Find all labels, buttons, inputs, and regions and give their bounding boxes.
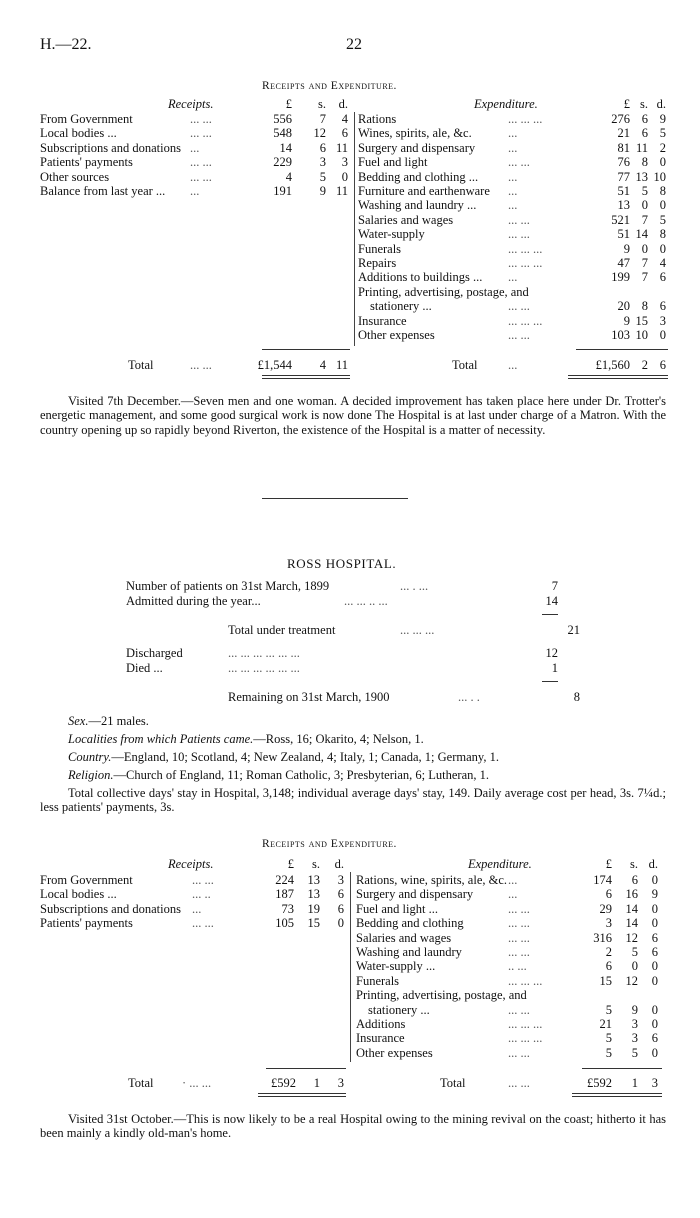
amount-pence: 5 <box>659 212 666 227</box>
total-under-treatment-dots: ... ... ... <box>400 623 435 637</box>
remaining-value: 8 <box>573 690 580 704</box>
country-line <box>68 750 499 764</box>
amount-pounds: 76 <box>617 155 630 170</box>
pence-head: d. <box>656 97 666 111</box>
amount-shillings: 0 <box>641 241 648 256</box>
leader-dots: ... ... <box>190 155 212 170</box>
leader-dots: ... ... <box>508 945 530 959</box>
leader-dots: ... ... <box>508 212 530 227</box>
amount-pounds: 14 <box>279 140 292 155</box>
shillings-head: s. <box>312 857 320 871</box>
amount-shillings: 6 <box>641 126 648 141</box>
amount-pence: 6 <box>651 945 658 959</box>
amount-pounds: 47 <box>617 256 630 270</box>
expenditure-label: Bedding and clothing <box>356 916 464 931</box>
double-rule <box>258 1093 346 1094</box>
receipt-label: From Government <box>40 873 133 887</box>
sex-text: —21 males. <box>88 714 149 728</box>
amount-pence: 6 <box>341 126 348 141</box>
double-rule <box>258 1096 346 1097</box>
amount-pence: 0 <box>651 1045 658 1060</box>
leader-dots: ... <box>508 169 518 184</box>
receipt-label: Patients' payments <box>40 155 133 170</box>
amount-pounds: 5 <box>605 1045 612 1060</box>
total-under-treatment-value: 21 <box>567 623 580 637</box>
double-rule <box>262 375 350 376</box>
expenditure-label: Washing and laundry <box>356 945 462 959</box>
leader-dots: ... ... <box>508 1045 530 1060</box>
receipt-label: Local bodies ... <box>40 887 117 902</box>
amount-pence: 6 <box>659 299 666 314</box>
leader-dots: ... ... ... <box>508 1017 543 1031</box>
amount-pounds: 9 <box>623 313 630 328</box>
section-divider <box>262 498 408 499</box>
amount-pounds: 21 <box>599 1017 612 1031</box>
remaining-dots: ... . . <box>458 690 480 704</box>
shillings-head: s. <box>630 857 638 871</box>
stat-label: Admitted during the year... <box>126 594 261 608</box>
localities-text: —Ross, 16; Okarito, 4; Nelson, 1. <box>253 732 424 746</box>
visit-note: Visited 7th December.—Seven men and one woman. A decided improvement has taken place here under Dr. Trotter's energetic management, and some good surgical work is now done The Hospital is at last under charge of a Matron. With the country opening up so rapidly beyond Riverton, the existence of the Hospital is a matter of necessity. <box>40 394 666 437</box>
amount-shillings: 9 <box>631 1002 638 1017</box>
amount-pounds: 224 <box>275 873 294 887</box>
hospital-title: ROSS HOSPITAL. <box>287 556 397 571</box>
section-title: Receipts and Expenditure. <box>262 838 397 850</box>
amount-shillings: 14 <box>635 227 648 242</box>
amount-shillings: 12 <box>625 930 638 945</box>
amount-pounds: 6 <box>605 887 612 902</box>
amount-shillings: 5 <box>631 945 638 959</box>
expenditure-label: Bedding and clothing ... <box>358 169 479 184</box>
amount-pence: 0 <box>337 916 344 931</box>
sex-line <box>68 714 149 728</box>
amount-pence: 6 <box>659 270 666 285</box>
amount-pence: 0 <box>651 959 658 974</box>
expenditure-label: Rations <box>358 112 397 126</box>
amount-pounds: 316 <box>593 930 612 945</box>
expenditure-label: stationery ... <box>368 1002 430 1017</box>
leader-dots: ... <box>508 873 518 887</box>
amount-shillings: 12 <box>313 126 326 141</box>
amount-pounds: 51 <box>617 227 630 242</box>
amount-pence: 0 <box>659 241 666 256</box>
amount-pounds: 2 <box>605 945 612 959</box>
amount-shillings: 7 <box>641 256 648 270</box>
total-rule <box>266 1068 346 1069</box>
leader-dots: ... ... ... <box>508 256 543 270</box>
page-reference: H.—22. <box>40 36 92 53</box>
leader-dots: ... <box>508 140 518 155</box>
expenditure-label: Additions to buildings ... <box>358 270 483 285</box>
expenditure-label: Surgery and dispensary <box>356 887 474 902</box>
total-expenditure-pence: 3 <box>651 1076 658 1090</box>
expenditure-label: Washing and laundry ... <box>358 198 477 213</box>
amount-pounds: 77 <box>617 169 630 184</box>
total-dots: ... ... <box>190 358 212 372</box>
expenditure-label: Funerals <box>356 973 400 988</box>
total-expenditure-pounds: £1,560 <box>595 358 630 372</box>
amount-pence: 0 <box>659 198 666 213</box>
section-title: Receipts and Expenditure. <box>262 80 397 92</box>
double-rule <box>262 378 350 379</box>
amount-pence: 6 <box>651 1031 658 1046</box>
leader-dots: ... ... <box>508 930 530 945</box>
amount-shillings: 7 <box>641 212 648 227</box>
amount-shillings: 8 <box>641 155 648 170</box>
shillings-head: s. <box>318 97 326 111</box>
total-label: Total <box>440 1076 466 1090</box>
amount-shillings: 5 <box>319 169 326 184</box>
expenditure-label: Surgery and dispensary <box>358 140 476 155</box>
leader-dots: ... ... ... <box>508 241 543 256</box>
expenditure-label: Printing, advertising, postage, and <box>358 284 529 299</box>
amount-pounds: 276 <box>611 112 630 126</box>
amount-pounds: 521 <box>611 212 630 227</box>
shillings-head: s. <box>640 97 648 111</box>
amount-pence: 11 <box>335 140 348 155</box>
leader-dots: ... ... <box>190 169 212 184</box>
amount-pounds: 29 <box>599 901 612 916</box>
amount-shillings: 5 <box>641 184 648 198</box>
amount-pounds: 4 <box>285 169 292 184</box>
double-rule <box>572 1093 662 1094</box>
amount-shillings: 3 <box>319 155 326 170</box>
expenditure-label: Fuel and light <box>358 155 428 170</box>
amount-pence: 9 <box>659 112 666 126</box>
amount-pence: 0 <box>651 973 658 988</box>
amount-shillings: 9 <box>319 184 326 198</box>
page-number: 22 <box>346 36 362 53</box>
leader-dots: ... ... ... <box>508 313 543 328</box>
amount-shillings: 5 <box>631 1045 638 1060</box>
pence-head: d. <box>334 857 344 871</box>
amount-pence: 0 <box>659 155 666 170</box>
total-label: Total <box>128 358 154 372</box>
total-rule <box>576 349 668 350</box>
amount-shillings: 16 <box>625 887 638 902</box>
expenditure-label: Rations, wine, spirits, ale, &c. <box>356 873 508 887</box>
receipt-label: Subscriptions and donations <box>40 901 181 916</box>
amount-shillings: 6 <box>319 140 326 155</box>
expenditure-label: Wines, spirits, ale, &c. <box>358 126 472 141</box>
amount-pence: 0 <box>651 1002 658 1017</box>
total-label: Total <box>128 1076 154 1090</box>
amount-shillings: 13 <box>635 169 648 184</box>
amount-pounds: 556 <box>273 112 292 126</box>
leader-dots: ... ... <box>192 873 214 887</box>
total-rule <box>262 349 350 350</box>
leader-dots: ... <box>190 140 200 155</box>
column-divider <box>350 872 351 1062</box>
amount-shillings: 15 <box>635 313 648 328</box>
amount-pence: 0 <box>651 916 658 931</box>
total-rule <box>582 1068 662 1069</box>
amount-shillings: 3 <box>631 1031 638 1046</box>
total-receipts-pence: 3 <box>337 1076 344 1090</box>
amount-pence: 4 <box>341 112 348 126</box>
amount-pounds: 9 <box>623 241 630 256</box>
amount-shillings: 11 <box>635 140 648 155</box>
expenditure-label: Water-supply <box>358 227 425 242</box>
expenditure-label: stationery ... <box>370 299 432 314</box>
expenditure-label: Printing, advertising, postage, and <box>356 988 527 1003</box>
amount-pounds: 103 <box>611 328 630 342</box>
total-receipts-pounds: £592 <box>271 1076 296 1090</box>
amount-shillings: 13 <box>307 873 320 887</box>
amount-pounds: 548 <box>273 126 292 141</box>
amount-shillings: 14 <box>625 916 638 931</box>
leader-dots: ... ... <box>508 155 530 170</box>
total-expenditure-pounds: £592 <box>587 1076 612 1090</box>
receipt-label: Balance from last year ... <box>40 184 166 198</box>
column-divider <box>354 112 355 346</box>
remaining-label: Remaining on 31st March, 1900 <box>228 690 390 704</box>
expenditure-heading: Expenditure. <box>468 857 532 871</box>
expenditure-label: Insurance <box>358 313 407 328</box>
leader-dots: ... ... <box>508 328 530 342</box>
amount-shillings: 15 <box>307 916 320 931</box>
amount-pence: 3 <box>337 873 344 887</box>
total-dots: ... <box>508 358 518 372</box>
leader-dots: ... <box>508 270 518 285</box>
amount-shillings: 7 <box>319 112 326 126</box>
leader-dots: ... .. <box>192 887 211 902</box>
amount-pounds: 6 <box>605 959 612 974</box>
sex-label: Sex. <box>68 714 89 728</box>
outcome-dots: ... ... ... ... ... ... <box>228 661 300 675</box>
stay-text: Total collective days' stay in Hospital, 3,148; individual average days' stay, 149. Daily average cost per head, 3s. 7¼d.; less patients' payments, 3s. <box>40 786 666 815</box>
amount-shillings: 10 <box>635 328 648 342</box>
total-receipts-pence: 11 <box>335 358 348 372</box>
expenditure-label: Other expenses <box>358 328 435 342</box>
amount-shillings: 6 <box>641 112 648 126</box>
amount-pence: 9 <box>651 887 658 902</box>
stat-value: 7 <box>551 579 558 593</box>
outcome-value: 1 <box>551 661 558 675</box>
amount-pounds: 3 <box>605 916 612 931</box>
amount-pounds: 51 <box>617 184 630 198</box>
amount-shillings: 19 <box>307 901 320 916</box>
stat-dots: ... . ... <box>400 579 429 593</box>
stat-label: Number of patients on 31st March, 1899 <box>126 579 330 593</box>
double-rule <box>568 378 668 379</box>
amount-shillings: 8 <box>641 299 648 314</box>
total-receipts-pounds: £1,544 <box>257 358 292 372</box>
amount-pounds: 187 <box>275 887 294 902</box>
amount-pounds: 174 <box>593 873 612 887</box>
amount-shillings: 13 <box>307 887 320 902</box>
receipt-label: Local bodies ... <box>40 126 117 141</box>
religion-text: —Church of England, 11; Roman Catholic, 3; Presbyterian, 6; Lutheran, 1. <box>113 768 489 782</box>
leader-dots: .. ... <box>508 959 527 974</box>
leader-dots: ... ... <box>508 299 530 314</box>
localities-line <box>68 732 424 746</box>
leader-dots: ... ... <box>508 901 530 916</box>
expenditure-label: Additions <box>356 1017 406 1031</box>
amount-pence: 11 <box>335 184 348 198</box>
amount-pounds: 191 <box>273 184 292 198</box>
receipts-heading: Receipts. <box>168 97 214 111</box>
expenditure-label: Salaries and wages <box>358 212 454 227</box>
localities-label: Localities from which Patients came. <box>68 732 254 746</box>
amount-shillings: 12 <box>625 973 638 988</box>
pounds-head: £ <box>605 857 612 871</box>
receipt-label: Patients' payments <box>40 916 133 931</box>
leader-dots: ... ... <box>508 1002 530 1017</box>
amount-pence: 8 <box>659 184 666 198</box>
stat-value: 14 <box>545 594 558 608</box>
receipt-label: From Government <box>40 112 133 126</box>
pounds-head: £ <box>285 97 292 111</box>
leader-dots: ... ... ... <box>508 1031 543 1046</box>
amount-shillings: 0 <box>631 959 638 974</box>
amount-pence: 0 <box>651 1017 658 1031</box>
double-rule <box>572 1096 662 1097</box>
expenditure-label: Furniture and earthenware <box>358 184 490 198</box>
expenditure-label: Water-supply ... <box>356 959 436 974</box>
amount-shillings: 6 <box>631 873 638 887</box>
country-label: Country. <box>68 750 112 764</box>
pence-head: d. <box>338 97 348 111</box>
amount-pence: 0 <box>659 328 666 342</box>
total-dots: · ... ... <box>182 1076 212 1090</box>
amount-pounds: 199 <box>611 270 630 285</box>
leader-dots: ... <box>508 887 518 902</box>
expenditure-label: Salaries and wages <box>356 930 452 945</box>
expenditure-label: Other expenses <box>356 1045 433 1060</box>
amount-pence: 8 <box>659 227 666 242</box>
total-dots: ... ... <box>508 1076 530 1090</box>
sum-rule <box>542 681 558 682</box>
outcome-dots: ... ... ... ... ... ... <box>228 646 300 660</box>
leader-dots: ... ... <box>190 112 212 126</box>
expenditure-label: Repairs <box>358 256 397 270</box>
pence-head: d. <box>648 857 658 871</box>
religion-line <box>68 768 489 782</box>
amount-pence: 0 <box>651 901 658 916</box>
amount-pounds: 73 <box>281 901 294 916</box>
leader-dots: ... ... ... <box>508 112 543 126</box>
leader-dots: ... ... <box>508 227 530 242</box>
amount-shillings: 0 <box>641 198 648 213</box>
amount-pounds: 21 <box>617 126 630 141</box>
receipts-heading: Receipts. <box>168 857 214 871</box>
amount-pounds: 81 <box>617 140 630 155</box>
amount-pence: 0 <box>341 169 348 184</box>
amount-pounds: 5 <box>605 1031 612 1046</box>
amount-pence: 4 <box>659 256 666 270</box>
leader-dots: ... ... <box>508 916 530 931</box>
outcome-value: 12 <box>545 646 558 660</box>
country-text: —England, 10; Scotland, 4; New Zealand, 4; Italy, 1; Canada, 1; Germany, 1. <box>111 750 499 764</box>
amount-pounds: 20 <box>617 299 630 314</box>
pounds-head: £ <box>287 857 294 871</box>
leader-dots: ... <box>508 126 518 141</box>
amount-pounds: 13 <box>617 198 630 213</box>
total-expenditure-pence: 6 <box>659 358 666 372</box>
pounds-head: £ <box>623 97 630 111</box>
leader-dots: ... ... ... <box>508 973 543 988</box>
amount-pence: 10 <box>653 169 666 184</box>
amount-pounds: 5 <box>605 1002 612 1017</box>
receipt-label: Subscriptions and donations <box>40 140 181 155</box>
sum-rule <box>542 614 558 615</box>
total-receipts-shillings: 1 <box>313 1076 320 1090</box>
outcome-label: Discharged <box>126 646 183 660</box>
expenditure-label: Insurance <box>356 1031 405 1046</box>
amount-pounds: 15 <box>599 973 612 988</box>
religion-label: Religion. <box>68 768 114 782</box>
visit-note: Visited 31st October.—This is now likely to be a real Hospital owing to the mining revival on the coast; hitherto it has been mainly a kindly old-man's home. <box>40 1112 666 1141</box>
amount-shillings: 14 <box>625 901 638 916</box>
leader-dots: ... ... <box>192 916 214 931</box>
amount-shillings: 7 <box>641 270 648 285</box>
amount-pence: 2 <box>659 140 666 155</box>
amount-pence: 6 <box>337 887 344 902</box>
amount-pence: 6 <box>337 901 344 916</box>
double-rule <box>568 375 668 376</box>
expenditure-label: Fuel and light ... <box>356 901 438 916</box>
leader-dots: ... <box>508 184 518 198</box>
receipt-label: Other sources <box>40 169 110 184</box>
amount-pence: 3 <box>341 155 348 170</box>
outcome-label: Died ... <box>126 661 163 675</box>
amount-pence: 5 <box>659 126 666 141</box>
amount-pence: 3 <box>659 313 666 328</box>
amount-shillings: 3 <box>631 1017 638 1031</box>
leader-dots: ... <box>508 198 518 213</box>
stat-dots: ... ... .. ... <box>344 594 388 608</box>
amount-pounds: 105 <box>275 916 294 931</box>
total-expenditure-shillings: 1 <box>631 1076 638 1090</box>
leader-dots: ... <box>190 184 200 198</box>
expenditure-heading: Expenditure. <box>474 97 538 111</box>
leader-dots: ... ... <box>190 126 212 141</box>
expenditure-label: Funerals <box>358 241 402 256</box>
amount-pounds: 229 <box>273 155 292 170</box>
total-label: Total <box>452 358 478 372</box>
leader-dots: ... <box>192 901 202 916</box>
total-under-treatment-label: Total under treatment <box>228 623 336 637</box>
total-receipts-shillings: 4 <box>319 358 326 372</box>
amount-pence: 6 <box>651 930 658 945</box>
total-expenditure-shillings: 2 <box>641 358 648 372</box>
amount-pence: 0 <box>651 873 658 887</box>
